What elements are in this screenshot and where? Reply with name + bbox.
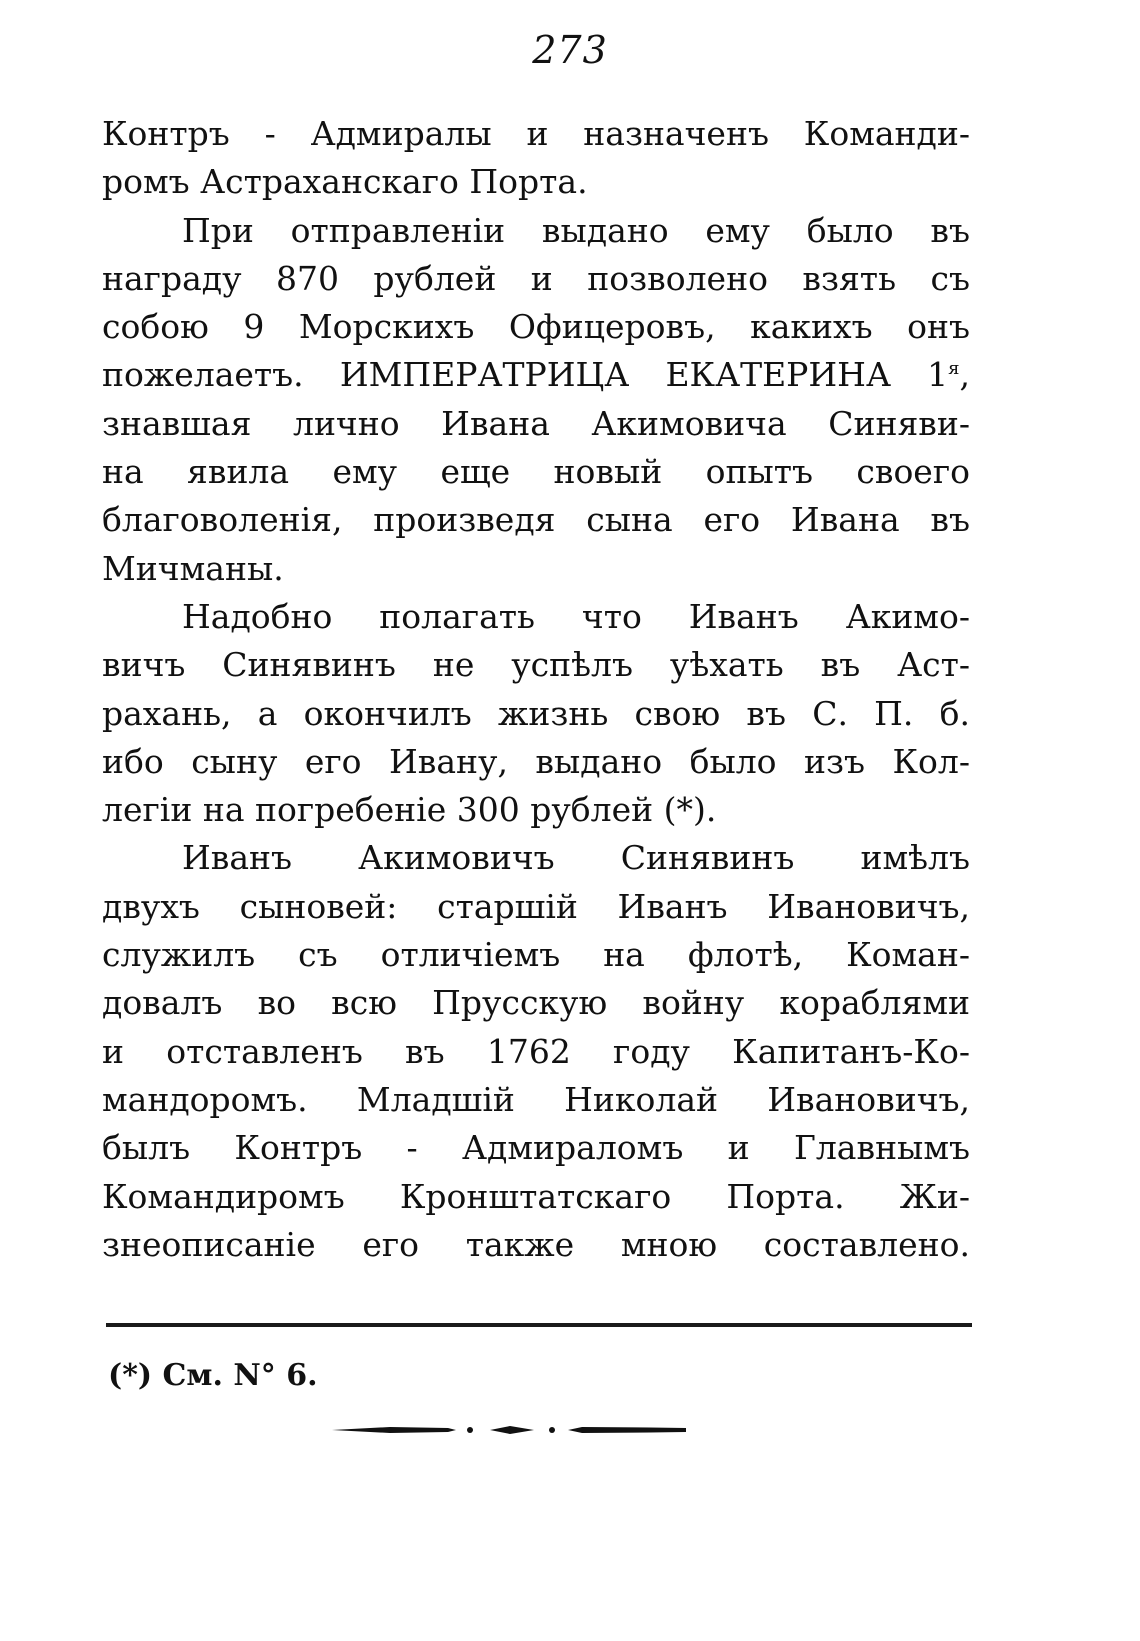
text-line: [102, 496, 970, 544]
page-number: 273: [532, 28, 608, 72]
text-line: [102, 1028, 970, 1076]
text-line: [102, 883, 970, 931]
text-line: [102, 1173, 970, 1221]
text-line: [102, 351, 970, 399]
text-line-content: ромъ Астраханскаго Порта.: [102, 162, 588, 202]
text-line: [102, 110, 970, 158]
text-line-content: Контръ - Адмиралы и назначенъ Команди-: [102, 114, 970, 153]
text-line-content: ибо сыну его Ивану, выдано было изъ Кол-: [102, 741, 970, 781]
text-line: [102, 400, 970, 448]
text-line-content: на явила ему еще новый опытъ своего: [102, 452, 970, 492]
text-line: [102, 738, 970, 786]
text-line: [102, 1221, 970, 1269]
text-line-content: рахань, а окончилъ жизнь свою въ С. П. б.: [102, 693, 970, 733]
text-line-content: знеописаніе его также мною составлено.: [102, 1224, 970, 1264]
text-line: [102, 786, 970, 834]
footnote: (*) См. N° 6.: [108, 1358, 318, 1393]
text-line: [102, 207, 970, 255]
ornament-divider: [330, 1420, 710, 1440]
text-line: [102, 303, 970, 351]
text-line: [102, 1076, 970, 1124]
text-line-content: служилъ съ отличіемъ на флотѣ, Коман-: [102, 935, 970, 975]
text-line-content: и отставленъ въ 1762 году Капитанъ-Ко-: [102, 1031, 970, 1071]
body-text: [102, 110, 970, 1269]
text-line-content: Иванъ Акимовичъ Синявинъ имѣлъ: [182, 838, 970, 878]
text-line-content: знавшая лично Ивана Акимовича Синяви-: [102, 403, 970, 443]
text-line-content: благоволенія, произведя сына его Ивана въ: [102, 500, 970, 540]
text-line-tail: ,: [959, 355, 970, 395]
text-line-content: Мичманы.: [102, 548, 284, 588]
text-line-content: награду 870 рублей и позволено взять съ: [102, 258, 970, 298]
footnote-divider: [106, 1323, 972, 1327]
text-line: [102, 448, 970, 496]
text-line: [102, 979, 970, 1027]
text-line-content: былъ Контръ - Адмираломъ и Главнымъ: [102, 1128, 970, 1168]
text-line-content: Надобно полагать что Иванъ Акимо-: [182, 596, 970, 636]
text-line: [102, 931, 970, 979]
text-line-content: довалъ во всю Прусскую войну кораблями: [102, 983, 970, 1023]
text-line-content: Командиромъ Кронштатскаго Порта. Жи-: [102, 1176, 970, 1216]
text-line: [102, 593, 970, 641]
text-line-content: собою 9 Морскихъ Офицеровъ, какихъ онъ: [102, 307, 970, 347]
text-line: [102, 545, 970, 593]
text-line-content: мандоромъ. Младшій Николай Ивановичъ,: [102, 1079, 970, 1119]
text-line: [102, 641, 970, 689]
text-line: [102, 690, 970, 738]
text-line-content: вичъ Синявинъ не успѣлъ уѣхать въ Аст-: [102, 645, 970, 685]
text-line-content: пожелаетъ. ИМПЕРАТРИЦА ЕКАТЕРИНА 1: [102, 355, 949, 395]
text-line-content: двухъ сыновей: старшій Иванъ Ивановичъ,: [102, 886, 970, 926]
ordinal-superscript: я: [948, 358, 960, 380]
text-line: [102, 158, 970, 206]
text-line: [102, 255, 970, 303]
text-line-content: При отправленіи выдано ему было въ: [182, 210, 970, 250]
text-line: [102, 1124, 970, 1172]
text-line-content: легіи на погребеніе 300 рублей (*).: [102, 790, 717, 830]
text-line: [102, 834, 970, 882]
